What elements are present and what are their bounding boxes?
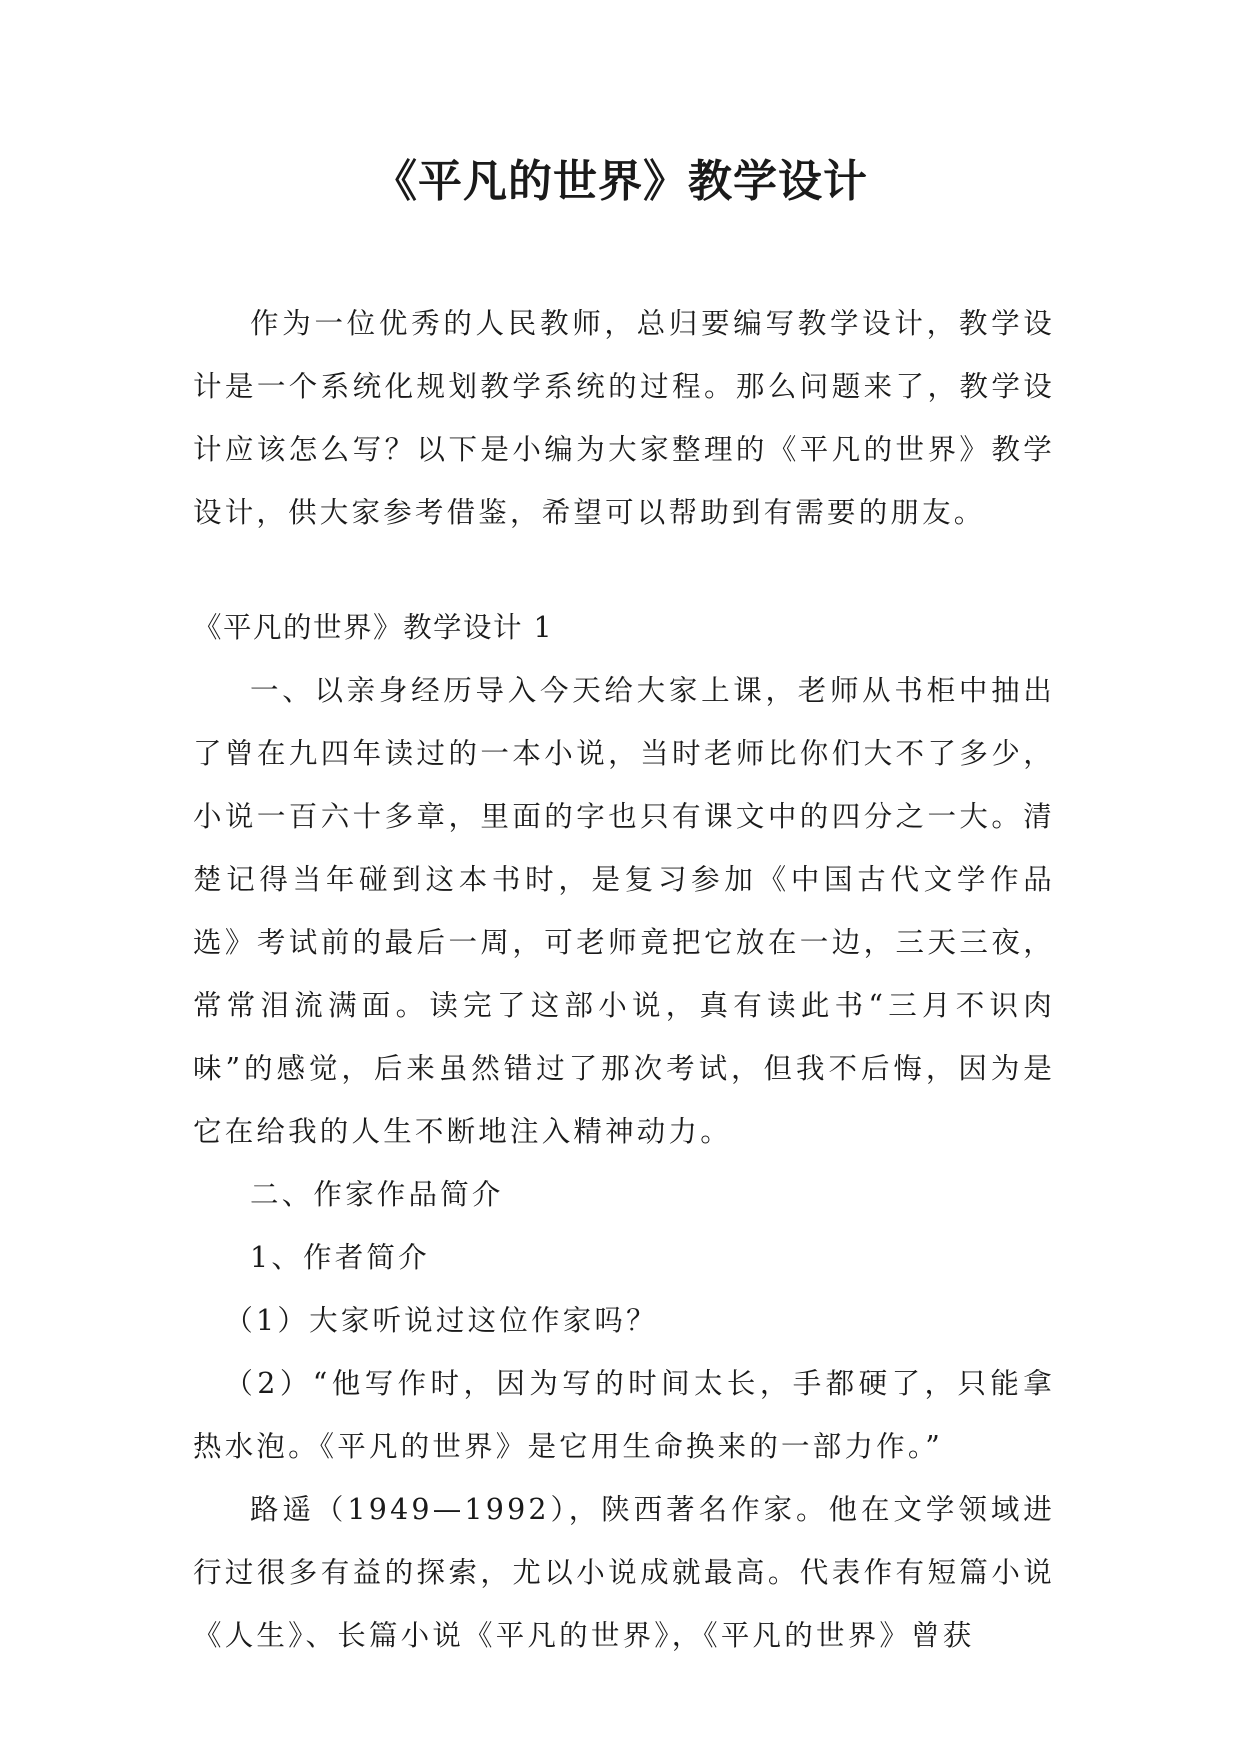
document-title: 《平凡的世界》教学设计 xyxy=(373,156,868,207)
paragraph-author-bio: 路遥（1949—1992），陕西著名作家。他在文学领域进行过很多有益的探索，尤以小说成就最高。代表作有短篇小说《人生》、长篇小说《平凡的世界》，《平凡的世界》曾获 xyxy=(193,1493,1055,1652)
paragraph-author-intro-heading: 1、作者简介 xyxy=(250,1241,430,1274)
section-heading: 《平凡的世界》教学设计 1 xyxy=(193,611,554,644)
paragraph-author-works-heading: 二、作家作品简介 xyxy=(250,1178,504,1211)
paragraph-question-1: （1）大家听说过这位作家吗？ xyxy=(224,1304,658,1337)
paragraph-spacer xyxy=(193,544,1055,596)
paragraph-quote-2: （2）“他写作时，因为写的时间太长，手都硬了，只能拿热水泡。《平凡的世界》是它用生命换来的一部力作。” xyxy=(193,1367,1055,1463)
intro-paragraph: 作为一位优秀的人民教师，总归要编写教学设计，教学设计是一个系统化规划教学系统的过程。那么问题来了，教学设计应该怎么写？以下是小编为大家整理的《平凡的世界》教学设计，供大家参考借鉴，希望可以帮助到有需要的朋友。 xyxy=(193,307,1055,529)
paragraph-lead-in: 一、以亲身经历导入今天给大家上课，老师从书柜中抽出了曾在九四年读过的一本小说，当时老师比你们大不了多少，小说一百六十多章，里面的字也只有课文中的四分之一大。清楚记得当年碰到这本书时，是复习参加《中国古代文学作品选》考试前的最后一周，可老师竟把它放在一边，三天三夜，常常泪流满面。读完了这部小说，真有读此书“三月不识肉味”的感觉，后来虽然错过了那次考试，但我不后悔，因为是它在给我的人生不断地注入精神动力。 xyxy=(193,674,1055,1148)
document-body xyxy=(193,292,1055,1667)
